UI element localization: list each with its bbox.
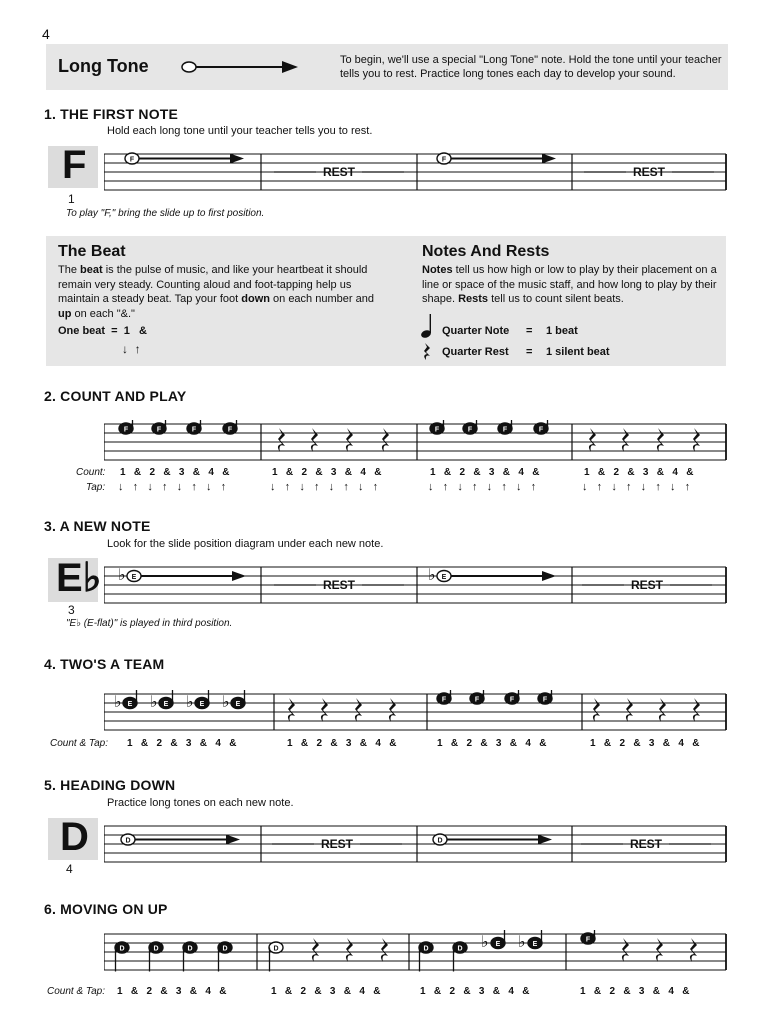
- quarter-rest-label: Quarter Rest: [442, 346, 509, 358]
- ex6-count-measure-2: 1 & 2 & 3 & 4 &: [271, 986, 381, 997]
- note-head: [187, 423, 201, 434]
- quarter-rest-symbol: [690, 938, 697, 962]
- note-head-letter: E: [199, 701, 205, 708]
- note-head-letter: E: [127, 701, 133, 708]
- ex3-instruction: Look for the slide position diagram under each new note.: [107, 538, 384, 550]
- flat-sign: ♭: [114, 692, 122, 711]
- ex2-staff-svg: [104, 420, 728, 466]
- note-head-letter: D: [273, 945, 279, 953]
- quarter-rest-symbol: [656, 938, 663, 962]
- quarter-rest-symbol: [321, 698, 328, 722]
- ex5-note-letter: D: [60, 815, 89, 859]
- note-head: [123, 698, 137, 709]
- note-head-letter: F: [467, 426, 473, 434]
- one-beat-label: One beat = 1 &: [58, 325, 147, 337]
- rest-label: [274, 578, 404, 592]
- note-head: [437, 693, 451, 704]
- long-tone-note: [428, 565, 556, 584]
- ex2-count-measure-1: 1 & 2 & 3 & 4 &: [120, 467, 230, 478]
- note-head-letter: D: [457, 945, 463, 953]
- note-head: [437, 571, 451, 582]
- note-head-letter: F: [538, 426, 544, 434]
- ex6-count-measure-1: 1 & 2 & 3 & 4 &: [117, 986, 227, 997]
- quarter-rest-symbol: [355, 698, 362, 722]
- long-tone-symbol: [180, 58, 300, 76]
- ex5-staff: [104, 822, 728, 873]
- ex3-title: 3. A NEW NOTE: [44, 518, 151, 534]
- ex6-staff: [104, 930, 728, 981]
- note-head-letter: F: [441, 696, 447, 704]
- note-head: [125, 153, 139, 164]
- quarter-rest-symbol: [657, 428, 664, 452]
- ex2-count-measure-4: 1 & 2 & 3 & 4 &: [584, 467, 694, 478]
- ex1-position: 1: [68, 192, 75, 206]
- ex5-staff-svg: [104, 822, 728, 868]
- note-head-letter: F: [502, 426, 508, 434]
- quarter-rest-icon: [422, 342, 434, 362]
- ex3-note-letter: E♭: [56, 556, 102, 600]
- rest-label: [274, 165, 404, 179]
- ex3-tip: "E♭ (E-flat)" is played in third position.: [66, 618, 233, 629]
- note-head-letter: F: [129, 156, 135, 164]
- quarter-rest-symbol: [312, 938, 319, 962]
- quarter-rest-symbol: [693, 428, 700, 452]
- ex2-title: 2. COUNT AND PLAY: [44, 388, 187, 404]
- quarter-rest-symbol: [382, 428, 389, 452]
- note-head-letter: E: [131, 574, 137, 581]
- note-head-letter: E: [495, 941, 501, 948]
- ex5-title: 5. HEADING DOWN: [44, 777, 176, 793]
- note-head-letter: E: [163, 701, 169, 708]
- ex6-count-label: Count & Tap:: [47, 986, 106, 997]
- long-tone-note: [121, 834, 240, 845]
- ex2-tap-label: Tap:: [86, 482, 106, 493]
- quarter-rest-eq: =: [526, 346, 533, 358]
- quarter-rest-symbol: [389, 698, 396, 722]
- note-head: [121, 834, 135, 845]
- note-head-letter: F: [123, 426, 129, 434]
- note-head: [195, 698, 209, 709]
- beat-text: The beat is the pulse of music, and like your heartbeat it should remain very steady. Counting aloud and foot-tapping help us maintain a steady beat. Tap your foot down on each number and up on each "&.": [58, 264, 374, 320]
- ex4-count-measure-2: 1 & 2 & 3 & 4 &: [287, 738, 397, 749]
- ex5-instruction: Practice long tones on each new note.: [107, 797, 294, 809]
- ex2-staff: [104, 420, 728, 471]
- note-head: [159, 698, 173, 709]
- quarter-rest-symbol: [346, 938, 353, 962]
- note-head: [223, 423, 237, 434]
- long-tone-note: [437, 153, 556, 164]
- note-head: [430, 423, 444, 434]
- quarter-note-value: 1 beat: [546, 325, 578, 337]
- note-head-letter: F: [585, 936, 591, 944]
- beat-arrows: ↓ ↑: [122, 342, 141, 356]
- ex4-count-label: Count & Tap:: [50, 738, 109, 749]
- long-tone-note: [433, 834, 552, 845]
- ex1-note-letter: F: [62, 143, 87, 187]
- flat-sign: ♭: [481, 932, 489, 951]
- flat-sign: ♭: [518, 932, 526, 951]
- long-tone-text: To begin, we'll use a special "Long Tone" note. Hold the tone until your teacher tells you to rest. Practice long tones each day to develop your sound.: [340, 54, 722, 80]
- ex1-instruction: Hold each long tone until your teacher tells you to rest.: [107, 125, 373, 137]
- long-tone-note: [125, 153, 244, 164]
- note-head: [218, 942, 232, 953]
- quarter-note-icon: [420, 313, 436, 339]
- ex2-count-measure-3: 1 & 2 & 3 & 4 &: [430, 467, 540, 478]
- ex3-staff: [104, 563, 728, 614]
- flat-sign: ♭: [428, 565, 436, 584]
- note-head: [149, 942, 163, 953]
- rest-label: [272, 837, 402, 851]
- note-head-letter: D: [437, 837, 443, 845]
- ex3-staff-svg: [104, 563, 728, 609]
- note-head-letter: D: [187, 945, 193, 953]
- ex6-title: 6. MOVING ON UP: [44, 901, 168, 917]
- flat-sign: ♭: [222, 692, 230, 711]
- svg-text:REST: REST: [322, 165, 356, 179]
- ex6-count-measure-4: 1 & 2 & 3 & 4 &: [580, 986, 690, 997]
- note-head-letter: E: [532, 941, 538, 948]
- notes-rests-text: Notes tell us how high or low to play by their placement on a line or space of the music staff, and how long to play by their shape. Rests tell us to count silent beats.: [422, 264, 717, 305]
- flat-sign: ♭: [150, 692, 158, 711]
- note-head-letter: D: [153, 945, 159, 953]
- note-head-letter: D: [222, 945, 228, 953]
- note-head: [528, 938, 542, 949]
- note-head-letter: D: [125, 837, 131, 845]
- quarter-rest-symbol: [626, 698, 633, 722]
- quarter-note-label: Quarter Note: [442, 325, 510, 337]
- note-head: [127, 571, 141, 582]
- rest-label: [582, 578, 712, 592]
- note-head: [183, 942, 197, 953]
- note-head: [505, 693, 519, 704]
- ex2-count-label: Count:: [76, 467, 106, 478]
- note-head: [453, 942, 467, 953]
- quarter-rest-symbol: [311, 428, 318, 452]
- note-head: [538, 693, 552, 704]
- note-head-letter: F: [474, 696, 480, 704]
- quarter-rest-symbol: [693, 698, 700, 722]
- note-head: [231, 698, 245, 709]
- ex2-tap-measure-3: ↓ ↑ ↓ ↑ ↓ ↑ ↓ ↑: [428, 481, 537, 493]
- ex5-position: 4: [66, 862, 73, 876]
- note-head: [433, 834, 447, 845]
- ex4-count-measure-3: 1 & 2 & 3 & 4 &: [437, 738, 547, 749]
- ex1-title: 1. THE FIRST NOTE: [44, 106, 179, 122]
- quarter-rest-symbol: [622, 938, 629, 962]
- note-head: [119, 423, 133, 434]
- quarter-rest-symbol: [288, 698, 295, 722]
- ex4-staff-svg: [104, 690, 728, 736]
- ex2-tap-measure-1: ↓ ↑ ↓ ↑ ↓ ↑ ↓ ↑: [118, 481, 227, 493]
- long-tone-title: Long Tone: [58, 56, 149, 76]
- note-head-letter: F: [542, 696, 548, 704]
- ex2-tap-measure-2: ↓ ↑ ↓ ↑ ↓ ↑ ↓ ↑: [270, 481, 379, 493]
- quarter-rest-symbol: [593, 698, 600, 722]
- note-head: [581, 933, 595, 944]
- note-head-letter: F: [441, 156, 447, 164]
- svg-text:REST: REST: [632, 165, 666, 179]
- ex2-count-measure-2: 1 & 2 & 3 & 4 &: [272, 467, 382, 478]
- ex1-tip: To play "F," bring the slide up to first position.: [66, 208, 265, 219]
- note-head: [491, 938, 505, 949]
- ex4-title: 4. TWO'S A TEAM: [44, 656, 165, 672]
- ex6-staff-svg: [104, 930, 728, 976]
- svg-text:REST: REST: [630, 578, 664, 592]
- note-head: [437, 153, 451, 164]
- ex2-tap-measure-4: ↓ ↑ ↓ ↑ ↓ ↑ ↓ ↑: [582, 481, 691, 493]
- beat-title: The Beat: [58, 243, 126, 260]
- svg-text:REST: REST: [322, 578, 356, 592]
- note-head: [269, 942, 283, 953]
- note-head: [534, 423, 548, 434]
- quarter-note-eq: =: [526, 325, 533, 337]
- note-head-letter: E: [441, 574, 447, 581]
- note-head: [463, 423, 477, 434]
- note-head-letter: F: [191, 426, 197, 434]
- note-head-letter: D: [423, 945, 429, 953]
- flat-sign: ♭: [186, 692, 194, 711]
- note-head-letter: F: [156, 426, 162, 434]
- ex1-staff-svg: [104, 150, 728, 196]
- long-tone-note: [118, 565, 246, 584]
- note-head-letter: F: [434, 426, 440, 434]
- svg-text:REST: REST: [320, 837, 354, 851]
- quarter-rest-symbol: [622, 428, 629, 452]
- note-head: [152, 423, 166, 434]
- quarter-rest-symbol: [589, 428, 596, 452]
- page-number: 4: [42, 26, 50, 42]
- rest-label: [581, 837, 711, 851]
- ex4-count-measure-1: 1 & 2 & 3 & 4 &: [127, 738, 237, 749]
- note-head: [498, 423, 512, 434]
- ex4-staff: [104, 690, 728, 741]
- note-head: [115, 942, 129, 953]
- ex1-staff: [104, 150, 728, 201]
- notes-rests-title: Notes And Rests: [422, 243, 550, 260]
- svg-text:REST: REST: [629, 837, 663, 851]
- quarter-rest-value: 1 silent beat: [546, 346, 610, 358]
- rest-label: [584, 165, 714, 179]
- ex3-position: 3: [68, 603, 75, 617]
- quarter-rest-symbol: [346, 428, 353, 452]
- note-head-letter: F: [227, 426, 233, 434]
- note-head-letter: D: [119, 945, 125, 953]
- note-head: [470, 693, 484, 704]
- note-head: [419, 942, 433, 953]
- ex4-count-measure-4: 1 & 2 & 3 & 4 &: [590, 738, 700, 749]
- flat-sign: ♭: [118, 565, 126, 584]
- quarter-rest-symbol: [659, 698, 666, 722]
- note-head-letter: F: [509, 696, 515, 704]
- quarter-rest-symbol: [278, 428, 285, 452]
- ex6-count-measure-3: 1 & 2 & 3 & 4 &: [420, 986, 530, 997]
- note-head-letter: E: [235, 701, 241, 708]
- quarter-rest-symbol: [381, 938, 388, 962]
